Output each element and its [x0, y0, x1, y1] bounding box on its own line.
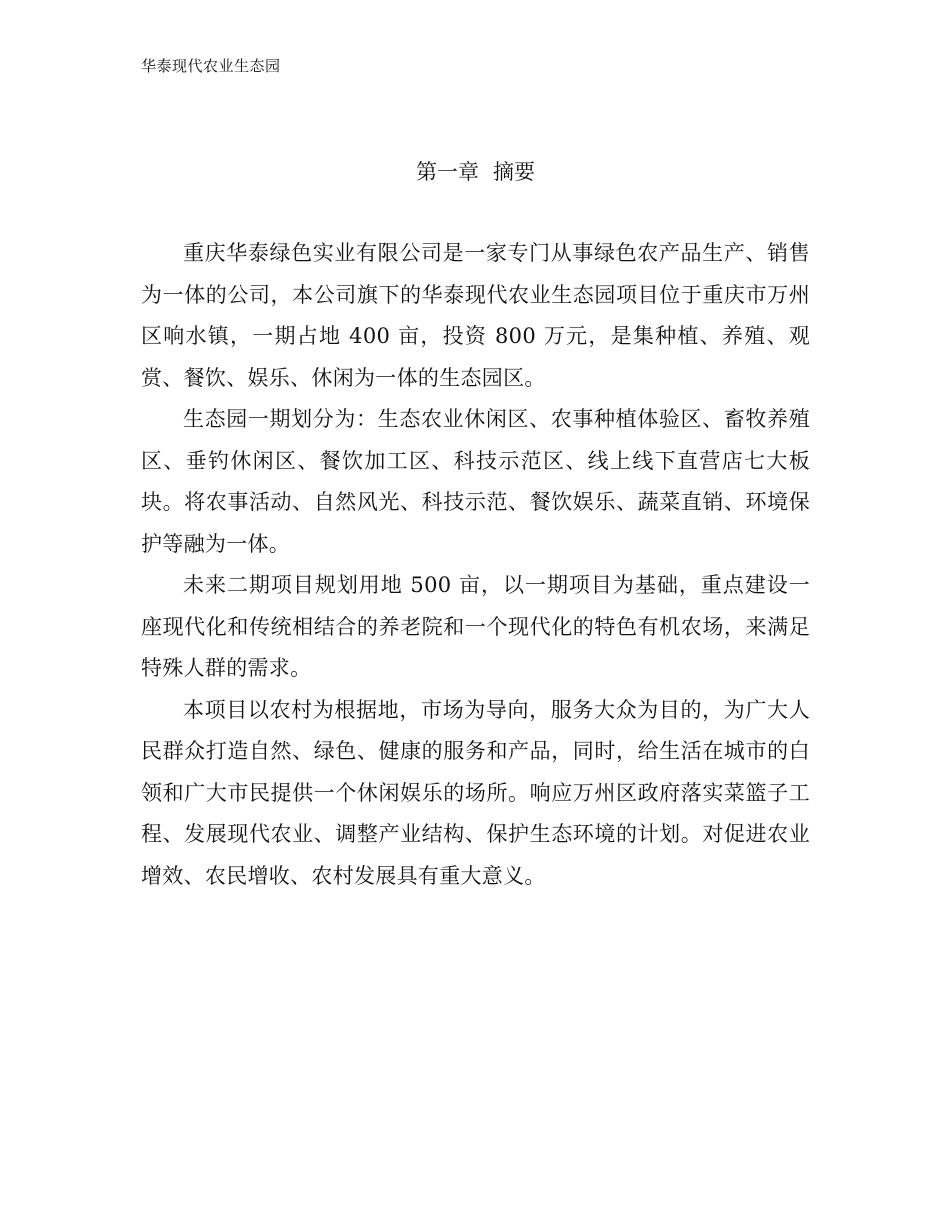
chapter-heading: 摘要 [493, 160, 535, 184]
body-text [141, 233, 810, 897]
paragraph-3: 未来二期项目规划用地 500 亩，以一期项目为基础，重点建设一座现代化和传统相结合的养老院和一个现代化的特色有机农场，来满足特殊人群的需求。 [141, 573, 810, 680]
chapter-title [141, 156, 810, 188]
paragraph-1: 重庆华泰绿色实业有限公司是一家专门从事绿色农产品生产、销售为一体的公司，本公司旗下的华泰现代农业生态园项目位于重庆市万州区响水镇，一期占地 400 亩，投资 800 万元，是集种植、养殖、观赏、餐饮、娱乐、休闲为一体的生态园区。 [141, 241, 810, 390]
paragraph-2: 生态园一期划分为：生态农业休闲区、农事种植体验区、畜牧养殖区、垂钓休闲区、餐饮加工区、科技示范区、线上线下直营店七大板块。将农事活动、自然风光、科技示范、餐饮娱乐、蔬菜直销、环境保护等融为一体。 [141, 407, 810, 556]
chapter-number: 第一章 [416, 160, 479, 184]
paragraph-4: 本项目以农村为根据地，市场为导向，服务大众为目的，为广大人民群众打造自然、绿色、健康的服务和产品，同时，给生活在城市的白领和广大市民提供一个休闲娱乐的场所。响应万州区政府落实菜篮子工程、发展现代农业、调整产业结构、保护生态环境的计划。对促进农业增效、农民增收、农村发展具有重大意义。 [141, 697, 810, 888]
page-header: 华泰现代农业生态园 [141, 57, 281, 75]
